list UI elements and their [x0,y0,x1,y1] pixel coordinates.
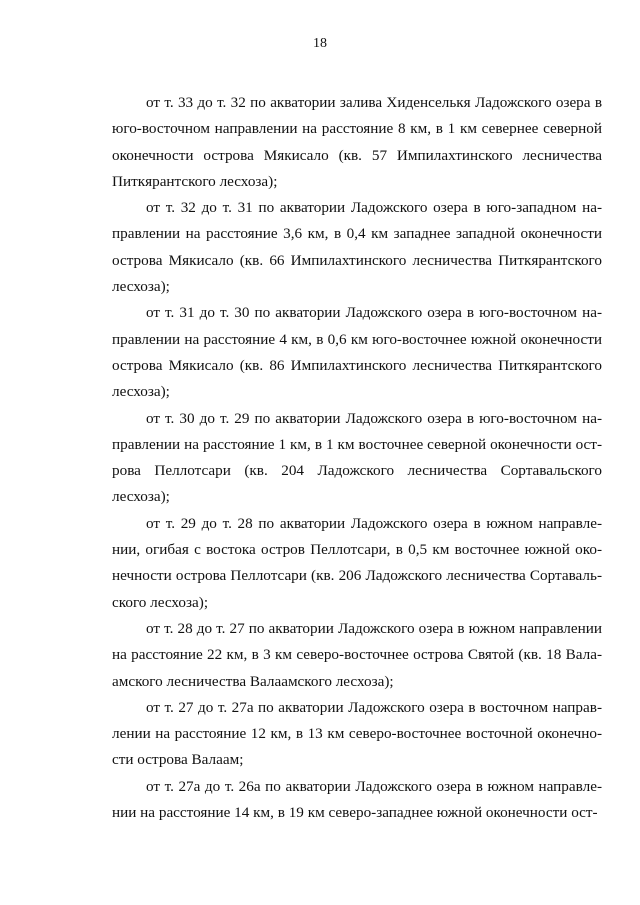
page-number: 18 [313,36,327,51]
boundary-paragraph: от т. 31 до т. 30 по акватории Ладожского озера в юго-восточном направлении на расстояние 4 км, в 0,6 км юго-восточнее южной оконечности острова Мякисало (кв. 86 Импилахтинского лесничества Питкярантского лесхоза); [112,304,602,401]
boundary-paragraph: от т. 28 до т. 27 по акватории Ладожского озера в южном направлении на расстояние 22 км, в 3 км северо-восточнее острова Святой (кв. 18 Валаамского лесничества Валаамского лесхоза); [112,619,602,690]
boundary-paragraph: от т. 27а до т. 26а по акватории Ладожского озера в южном направлении на расстояние 14 км, в 19 км северо-западнее южной оконечности ост- [112,777,602,822]
boundary-paragraph: от т. 30 до т. 29 по акватории Ладожского озера в юго-восточном направлении на расстояние 1 км, в 1 км восточнее северной оконечности острова Пеллотсари (кв. 204 Ладожского лесничества Сортавальского лесхоза); [112,409,602,506]
boundary-paragraph: от т. 27 до т. 27а по акватории Ладожского озера в восточном направлении на расстояние 12 км, в 13 км северо-восточнее восточной оконечности острова Валаам; [112,698,602,769]
boundary-paragraph: от т. 29 до т. 28 по акватории Ладожского озера в южном направлении, огибая с востока остров Пеллотсари, в 0,5 км восточнее южной оконечности острова Пеллотсари (кв. 206 Ладожского лесничества Сортавальского лесхоза); [112,514,602,611]
document-body [112,90,602,826]
boundary-paragraph: от т. 33 до т. 32 по акватории залива Хиденселькя Ладожского озера в юго-восточном направлении на расстояние 8 км, в 1 км севернее северной оконечности острова Мякисало (кв. 57 Импилахтинского лесничества Питкярантского лесхоза); [112,94,602,190]
boundary-paragraph: от т. 32 до т. 31 по акватории Ладожского озера в юго-западном направлении на расстояние 3,6 км, в 0,4 км западнее западной оконечности острова Мякисало (кв. 66 Импилахтинского лесничества Питкярантского лесхоза); [112,199,602,296]
